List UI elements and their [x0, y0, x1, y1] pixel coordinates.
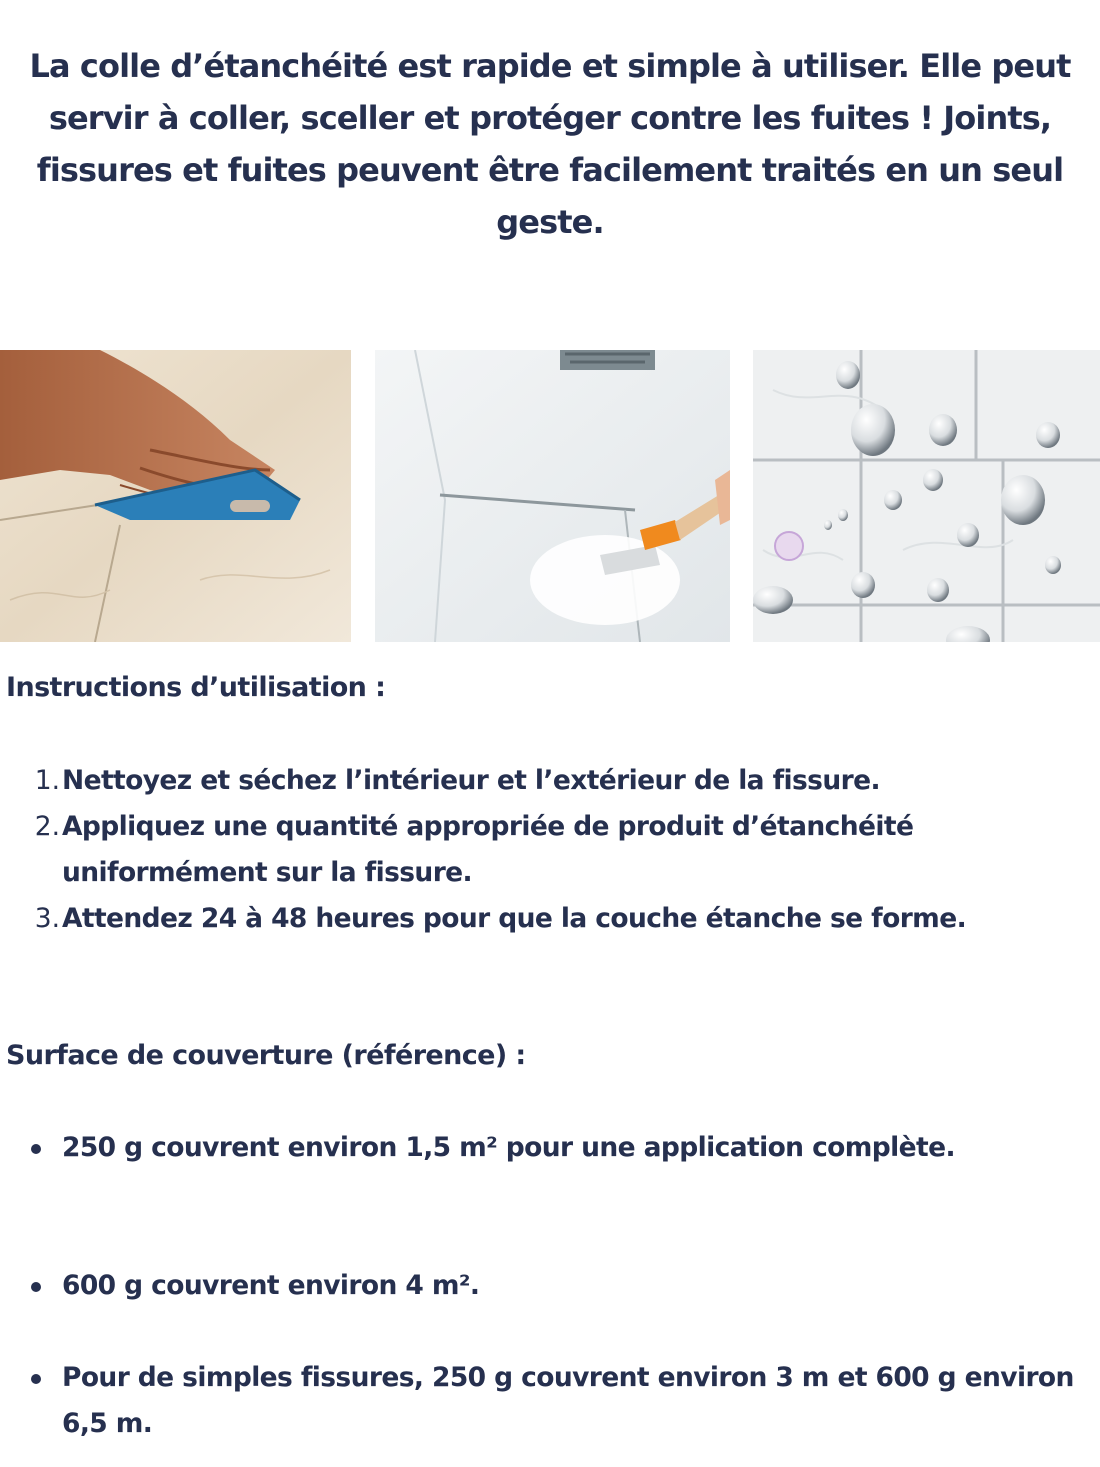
photo-water-droplets	[753, 350, 1100, 642]
instruction-step	[0, 896, 1100, 942]
coverage-title: Surface de couverture (référence) :	[6, 1040, 526, 1071]
step-number: 2.	[34, 811, 60, 842]
step-number: 1.	[34, 765, 60, 796]
coverage-item	[0, 1125, 1100, 1171]
step-text: Appliquez une quantité appropriée de produit d’étanchéité uniformément sur la fissure.	[62, 811, 914, 888]
intro-text: La colle d’étanchéité est rapide et simple à utiliser. Elle peut servir à coller, sceller et protéger contre les fuites ! Joints, fissures et fuites peuvent être facilement traités en un seul geste.	[29, 47, 1071, 241]
step-text: Attendez 24 à 48 heures pour que la couche étanche se forme.	[62, 903, 967, 934]
instruction-step	[0, 758, 1100, 804]
bullet-dot	[31, 1282, 41, 1292]
instructions-list	[0, 758, 1100, 942]
bullet-dot	[31, 1374, 41, 1384]
photo-brush-applying-sealant	[375, 350, 730, 642]
coverage-item	[0, 1355, 1100, 1447]
step-number: 3.	[34, 903, 60, 934]
coverage-item-text: 250 g couvrent environ 1,5 m² pour une application complète.	[62, 1132, 955, 1163]
coverage-item-text: Pour de simples fissures, 250 g couvrent environ 3 m et 600 g environ 6,5 m.	[62, 1362, 1074, 1439]
step-text: Nettoyez et séchez l’intérieur et l’extérieur de la fissure.	[62, 765, 880, 796]
instructions-title: Instructions d’utilisation :	[6, 672, 386, 703]
photo-sponge-cleaning	[0, 350, 351, 642]
instruction-step	[0, 804, 1100, 896]
photo-strip	[0, 350, 1100, 642]
coverage-item-text: 600 g couvrent environ 4 m².	[62, 1270, 480, 1301]
bullet-dot	[31, 1144, 41, 1154]
coverage-item	[0, 1263, 1100, 1309]
